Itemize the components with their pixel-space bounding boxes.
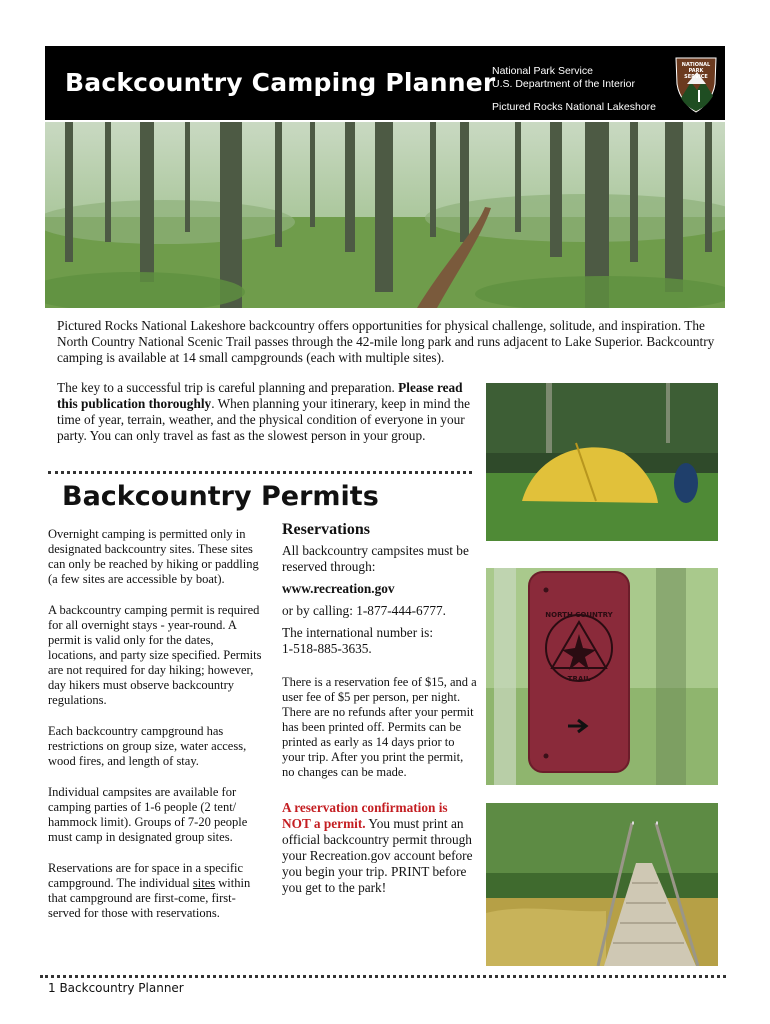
- permits-paragraph-1: Overnight camping is permitted only in designated backcountry sites. These sites can only be reached by hiking or paddling (a few sites are accessible by boat).: [48, 527, 259, 586]
- bottom-dotted-divider: [40, 975, 726, 978]
- permits-p5-start: Reservations are for space in a specific campground. The individual: [48, 861, 244, 890]
- page-title: Backcountry Camping Planner: [65, 68, 496, 97]
- recreation-gov-link[interactable]: [282, 581, 478, 597]
- page-footer: 1 Backcountry Planner: [48, 981, 184, 995]
- forest-trail-photo: [45, 122, 725, 308]
- reservation-phone: or by calling: 1-877-444-6777.: [282, 603, 446, 618]
- svg-text:SERVICE: SERVICE: [684, 74, 708, 80]
- agency-name: National Park Service: [492, 65, 593, 77]
- permits-heading: Backcountry Permits: [62, 481, 379, 512]
- fee-paragraph: There is a reservation fee of $15, and a user fee of $5 per person, per night. There are no refunds after your permit has been printed off. Permits can be printed as early as 14 days prior to your trip. After you print the permit, no changes can be made.: [282, 675, 477, 779]
- permits-p5-end: within that campground are first-come, first-served for those with reservations.: [48, 876, 251, 920]
- reservations-intro: All backcountry campsites must be reserved through:: [282, 543, 469, 574]
- tent-photo: [486, 383, 718, 541]
- header-banner: [45, 46, 725, 120]
- intro-paragraph: Pictured Rocks National Lakeshore backcountry offers opportunities for physical challenge, solitude, and inspiration. The North Country National Scenic Trail passes through the 42-mile long park and runs adjacent to Lake Superior. Backcountry camping is available at 14 small campgrounds (each with multiple sites).: [57, 318, 715, 365]
- permits-column: [48, 527, 262, 937]
- permit-warning-rest: You must print an official backcountry permit through your Recreation.gov account before you begin your trip. PRINT before you get to the park!: [282, 816, 473, 895]
- svg-text:TRAIL: TRAIL: [567, 675, 591, 683]
- recreation-gov-url[interactable]: www.recreation.gov: [282, 581, 395, 596]
- permit-warning-red: A reservation confirmation is NOT a permit.: [282, 800, 448, 831]
- svg-text:NORTH COUNTRY: NORTH COUNTRY: [545, 611, 613, 619]
- svg-text:PARK: PARK: [688, 68, 704, 74]
- permits-p5-underlined: sites: [192, 876, 216, 890]
- svg-text:NATIONAL: NATIONAL: [681, 62, 711, 68]
- international-label: The international number is:: [282, 625, 434, 640]
- planning-text-rest: . When planning your itinerary, keep in mind the time of year, terrain, weather, and the physical condition of everyone in your party. You can only travel as fast as the slowest person in your group.: [57, 396, 471, 443]
- north-country-trail-sign-photo: [486, 568, 718, 785]
- planning-paragraph: [57, 380, 475, 444]
- planning-text-lead: The key to a successful trip is careful planning and preparation.: [57, 380, 399, 395]
- nps-arrowhead-logo: [673, 54, 719, 114]
- reservations-heading: Reservations: [282, 521, 370, 538]
- department-name: U.S. Department of the Interior: [492, 78, 635, 90]
- park-name: Pictured Rocks National Lakeshore: [492, 101, 657, 113]
- permits-paragraph-5: [48, 861, 262, 921]
- permits-paragraph-3: Each backcountry campground has restrictions on group size, water access, wood fires, and length of stay.: [48, 724, 247, 768]
- planning-text-bold: Please read this publication thoroughly: [57, 380, 463, 411]
- dotted-divider: [48, 471, 472, 474]
- permits-paragraph-2: A backcountry camping permit is required for all overnight stays - year-round. A permit is valid only for the dates, locations, and party size specified. Permits are not required for day hiking; however, day hikers must observe backcountry regulations.: [48, 603, 262, 707]
- reservations-column: [282, 522, 478, 902]
- permit-warning: [282, 800, 478, 896]
- international-number: 1-518-885-3635.: [282, 641, 372, 656]
- permits-paragraph-4: Individual campsites are available for camping parties of 1-6 people (2 tent/ hammock limit). Groups of 7-20 people must camp in designated group sites.: [48, 785, 248, 844]
- suspension-bridge-photo: [486, 803, 718, 966]
